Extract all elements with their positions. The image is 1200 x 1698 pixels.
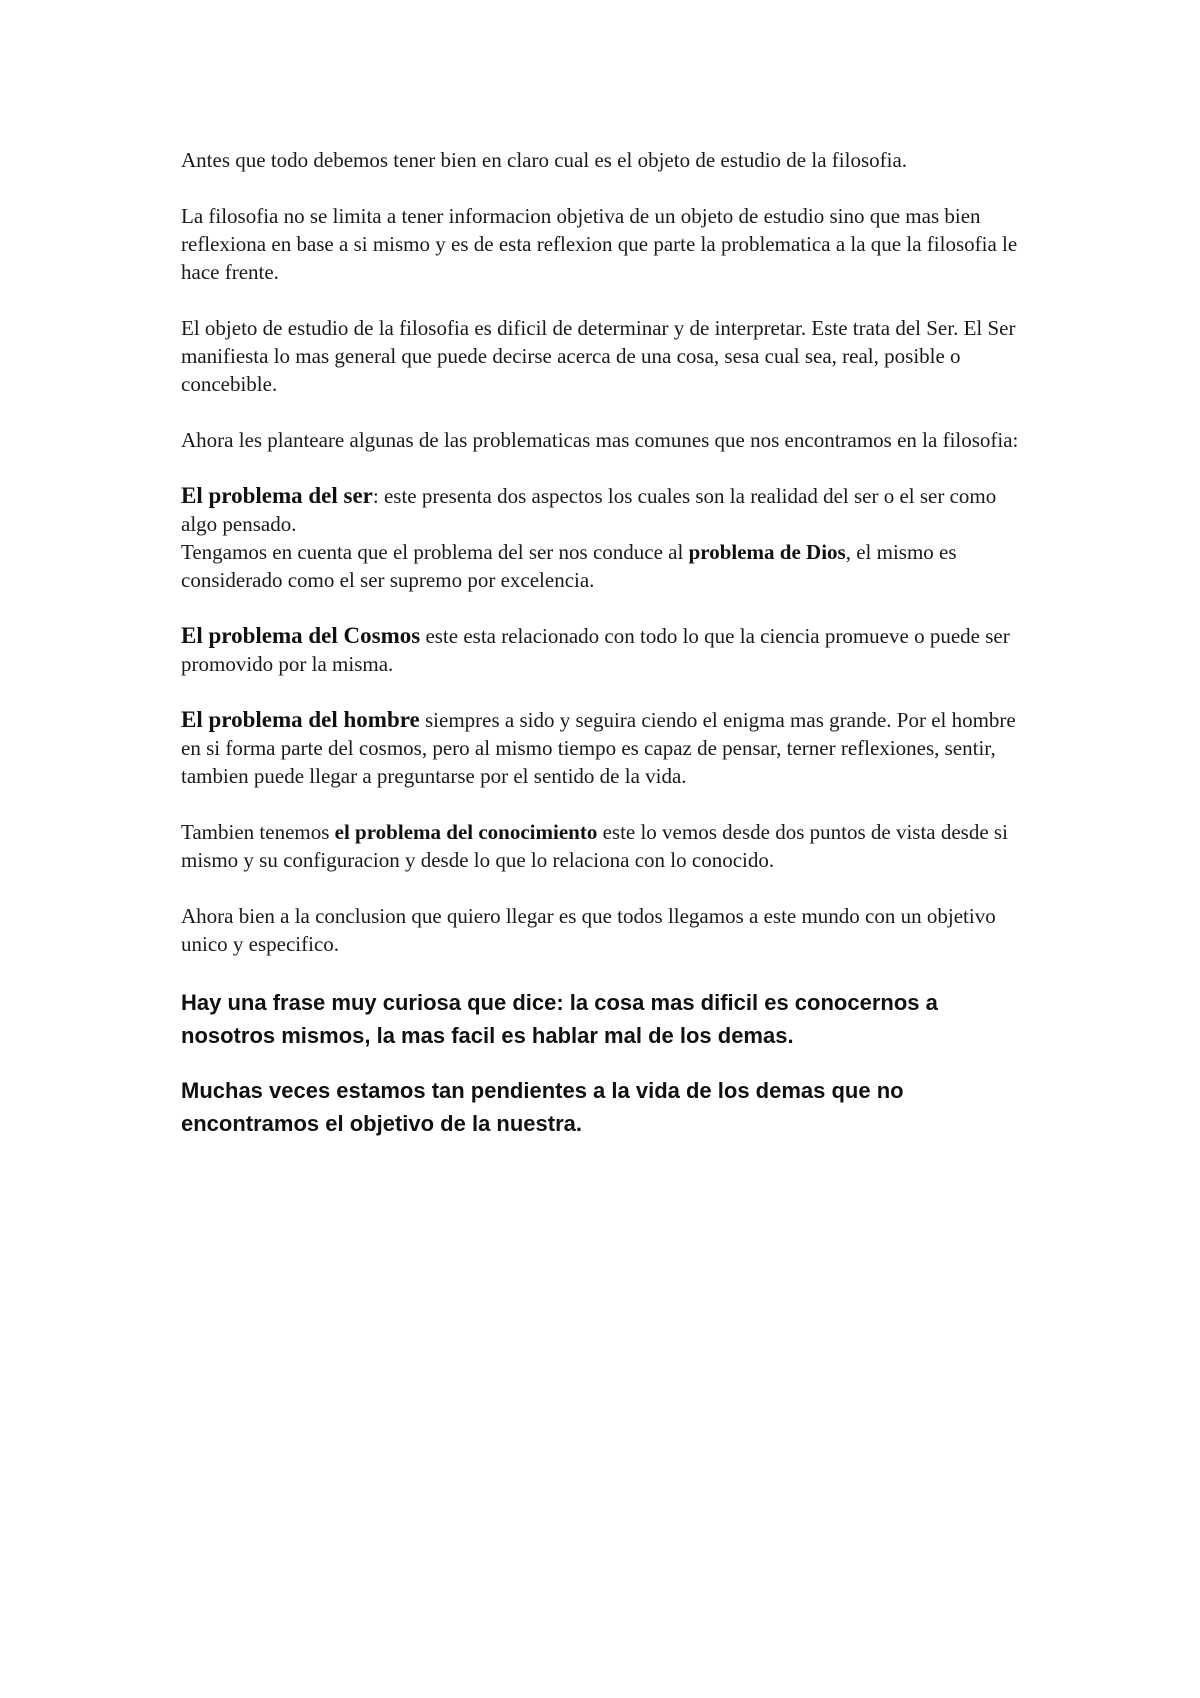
text-problema-hombre: siempres a sido y seguira ciendo el enigma mas grande. Por el hombre en si forma parte del cosmos, pero al mismo tiempo es capaz de pensar, terner reflexiones, sentir, tambien puede llegar a preguntarse por el sentido de la vida.: [181, 708, 1016, 788]
heading-problema-cosmos: El problema del Cosmos: [181, 623, 421, 648]
paragraph-problema-cosmos: [181, 622, 1031, 678]
document-body: [181, 146, 1031, 1162]
closing-note-quote: Hay una frase muy curiosa que dice: la cosa mas dificil es conocernos a nosotros mismos, la mas facil es hablar mal de los demas.: [181, 990, 938, 1048]
paragraph-intro: Antes que todo debemos tener bien en claro cual es el objeto de estudio de la filosofia.: [181, 148, 908, 172]
paragraph-problematicas-intro: Ahora les planteare algunas de las problematicas mas comunes que nos encontramos en la filosofia:: [181, 428, 1019, 452]
text-dios-before: Tengamos en cuenta que el problema del ser nos conduce al: [181, 540, 689, 564]
heading-problema-ser: El problema del ser: [181, 483, 373, 508]
closing-note-reflection: Muchas veces estamos tan pendientes a la vida de los demas que no encontramos el objetivo de la nuestra.: [181, 1078, 904, 1136]
text-problema-cosmos: este esta relacionado con todo lo que la ciencia promueve o puede ser promovido por la misma.: [181, 624, 1010, 676]
text-dios-after: , el mismo es considerado como el ser supremo por excelencia.: [181, 540, 957, 592]
paragraph-object-of-study: El objeto de estudio de la filosofia es dificil de determinar y de interpretar. Este trata del Ser. El Ser manifiesta lo mas general que puede decirse acerca de una cosa, sesa cual sea, real, posible o concebible.: [181, 316, 1016, 396]
paragraph-conclusion: Ahora bien a la conclusion que quiero llegar es que todos llegamos a este mundo con un objetivo unico y especifico.: [181, 904, 996, 956]
heading-problema-hombre: El problema del hombre: [181, 707, 420, 732]
bold-problema-dios: problema de Dios: [688, 540, 846, 564]
paragraph-filosofia-limits: La filosofia no se limita a tener informacion objetiva de un objeto de estudio sino que mas bien reflexiona en base a si mismo y es de esta reflexion que parte la problematica a la que la filosofia le hace frente.: [181, 204, 1018, 284]
text-problema-ser: : este presenta dos aspectos los cuales son la realidad del ser o el ser como algo pensado.: [181, 484, 997, 536]
paragraph-problema-ser: [181, 482, 1031, 538]
bold-problema-conocimiento: el problema del conocimiento: [334, 820, 598, 844]
text-conocimiento-before: Tambien tenemos: [181, 820, 335, 844]
text-conocimiento-after: este lo vemos desde dos puntos de vista desde si mismo y su configuracion y desde lo que lo relaciona con lo conocido.: [181, 820, 1008, 872]
paragraph-problema-conocimiento: [181, 818, 1031, 874]
paragraph-problema-hombre: [181, 706, 1031, 790]
paragraph-problema-dios: [181, 538, 1031, 594]
